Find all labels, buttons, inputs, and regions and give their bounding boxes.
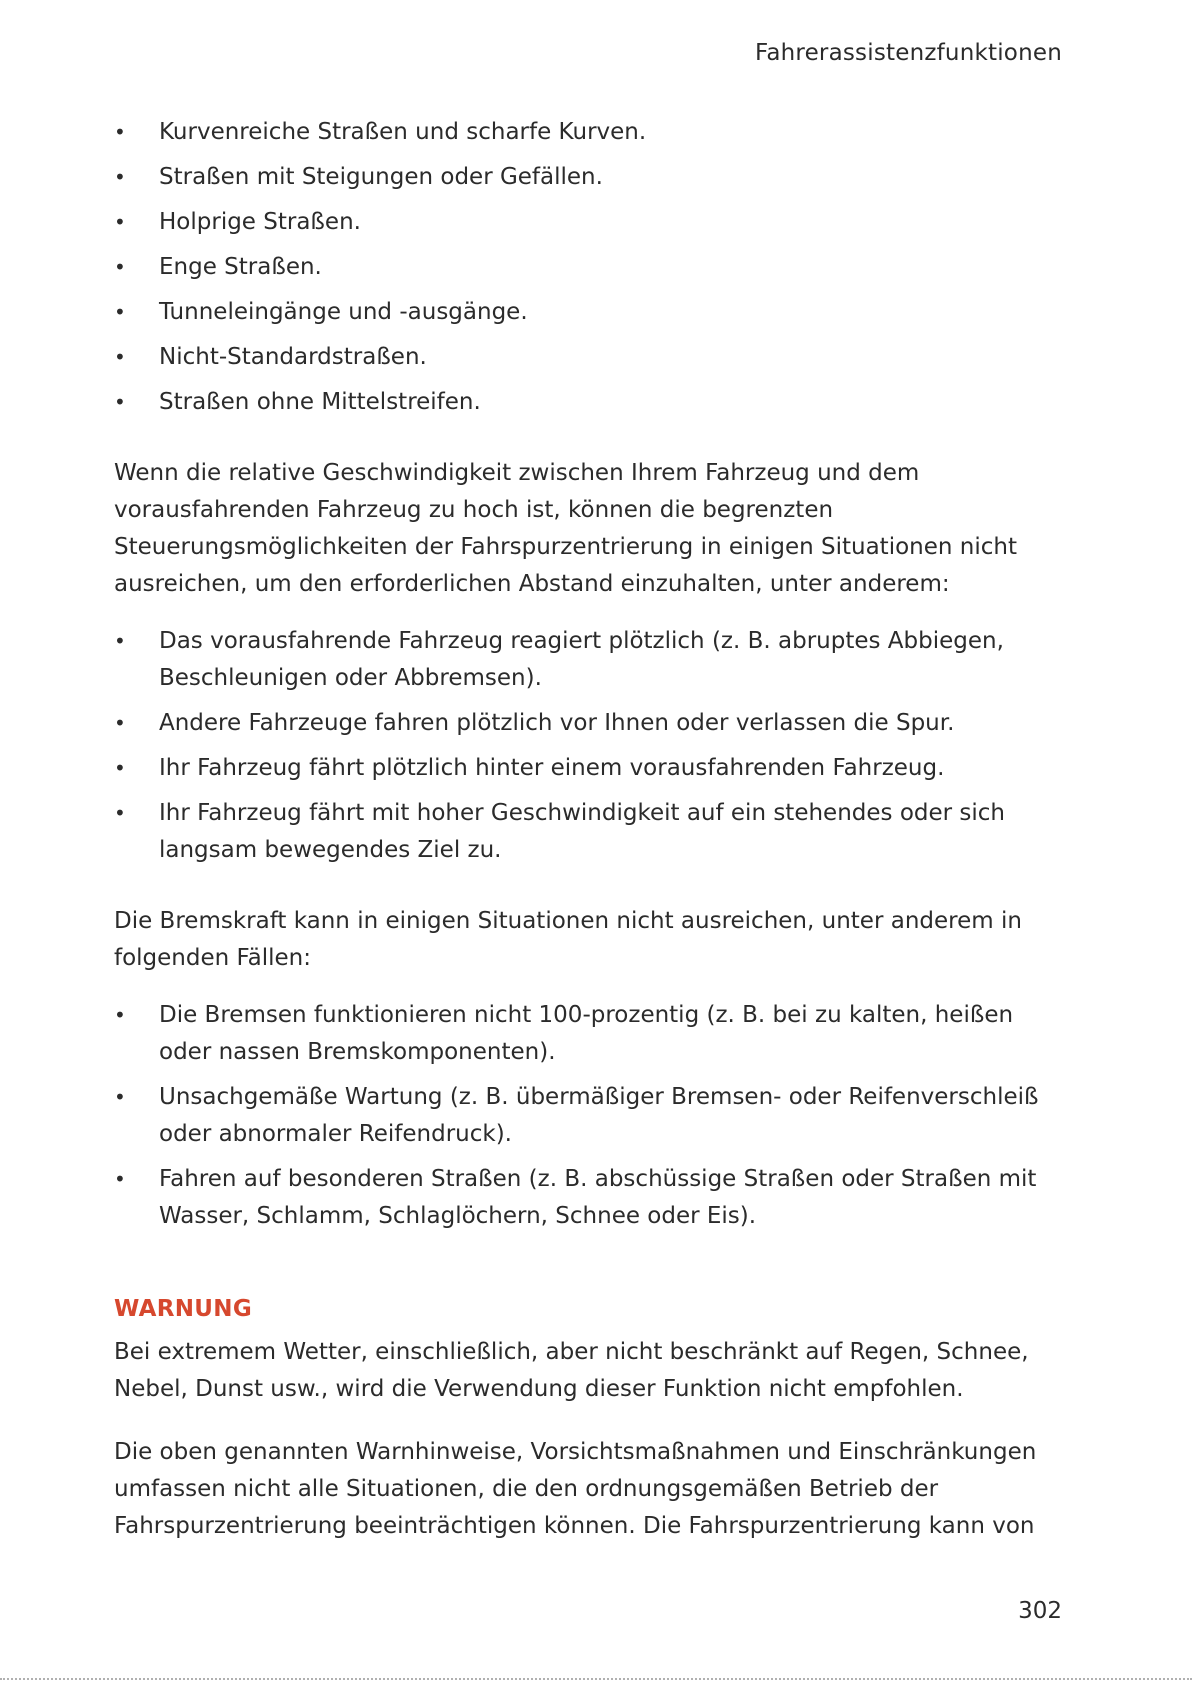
limitations-paragraph: Die oben genannten Warnhinweise, Vorsichtsmaßnahmen und Einschränkungen umfassen nicht alle Situationen, die den ordnungsgemäßen Betrieb der Fahrspurzentrierung beeinträchtigen können. Die Fahrspurzentrierung kann von: [114, 1439, 1037, 1539]
list-item: • Straßen ohne Mittelstreifen.: [114, 384, 1064, 421]
warning-title: WARNUNG: [114, 1296, 252, 1322]
vehicle-situations-list: [114, 623, 1019, 869]
list-item: • Andere Fahrzeuge fahren plötzlich vor Ihnen oder verlassen die Spur.: [114, 705, 1019, 742]
braking-paragraph: Die Bremskraft kann in einigen Situationen nicht ausreichen, unter anderem in folgenden Fällen:: [114, 908, 1022, 971]
list-item: • Ihr Fahrzeug fährt mit hoher Geschwindigkeit auf ein stehendes oder sich langsam bewegendes Ziel zu.: [114, 795, 1019, 869]
page-content: [114, 114, 1064, 1545]
list-item: • Kurvenreiche Straßen und scharfe Kurven.: [114, 114, 1064, 151]
warning-text: Bei extremem Wetter, einschließlich, aber nicht beschränkt auf Regen, Schnee, Nebel, Dunst usw., wird die Verwendung dieser Funktion nicht empfohlen.: [114, 1339, 1029, 1402]
list-item: • Unsachgemäße Wartung (z. B. übermäßiger Bremsen- oder Reifenverschleiß oder abnormaler Reifendruck).: [114, 1079, 1064, 1153]
list-item: • Straßen mit Steigungen oder Gefällen.: [114, 159, 1064, 196]
list-item: • Das vorausfahrende Fahrzeug reagiert plötzlich (z. B. abruptes Abbiegen, Beschleunigen oder Abbremsen).: [114, 623, 1019, 697]
page-edge-divider: [0, 1678, 1192, 1680]
list-item: • Ihr Fahrzeug fährt plötzlich hinter einem vorausfahrenden Fahrzeug.: [114, 750, 1019, 787]
list-item: • Die Bremsen funktionieren nicht 100-prozentig (z. B. bei zu kalten, heißen oder nassen Bremskomponenten).: [114, 997, 1064, 1071]
running-header: Fahrerassistenzfunktionen: [755, 40, 1062, 66]
list-item: • Fahren auf besonderen Straßen (z. B. abschüssige Straßen oder Straßen mit Wasser, Schlamm, Schlaglöchern, Schnee oder Eis).: [114, 1161, 1064, 1235]
list-item: • Holprige Straßen.: [114, 204, 1064, 241]
road-conditions-list: [114, 114, 1064, 421]
list-item: • Enge Straßen.: [114, 249, 1064, 286]
list-item: • Nicht-Standardstraßen.: [114, 339, 1064, 376]
speed-paragraph: Wenn die relative Geschwindigkeit zwischen Ihrem Fahrzeug und dem vorausfahrenden Fahrzeug zu hoch ist, können die begrenzten Steuerungsmöglichkeiten der Fahrspurzentrierung in einigen Situationen nicht ausreichen, um den erforderlichen Abstand einzuhalten, unter anderem:: [114, 460, 1017, 597]
braking-conditions-list: [114, 997, 1064, 1235]
list-item: • Tunneleingänge und -ausgänge.: [114, 294, 1064, 331]
page-number: 302: [1018, 1598, 1062, 1624]
